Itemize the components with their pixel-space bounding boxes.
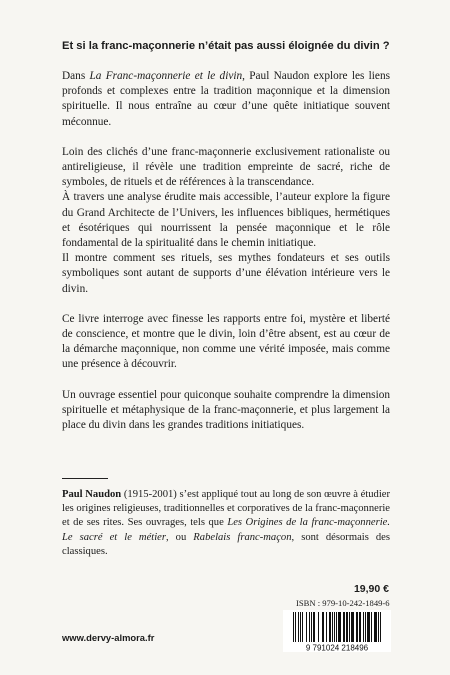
barcode-bar [359,612,361,642]
barcode-bar [302,612,303,642]
barcode-bar [322,612,324,642]
barcode-bar [367,612,370,642]
divider [62,478,108,479]
barcode-digits: 9 791024 218496 [305,643,369,652]
barcode-bar [293,612,294,642]
bio-text: (1915-2001) s’est appliqué tout au long de son œuvre à étudier les origines religieuses, traditionnelles et corporatives de la franc-maçonnerie et de ses rites. Ses ouvrages, tels que [62,489,391,529]
bio-text: , sont désormais des classiques. [62,531,390,557]
bio-book-1: Les Origines de la franc-maçonnerie. Le sacré et le métier [62,517,390,543]
back-cover-text [62,40,390,433]
paragraph-questions: Ce livre interroge avec finesse les rapports entre foi, mystère et liberté de conscience, et montre que le divin, loin d’être absent, est au cœur de la démarche maçonnique, non comme une vérité imposée, mais comme une présence à découvrir. [62,312,390,371]
barcode-bar [311,612,312,642]
paragraph-rituals: Il montre comment ses rituels, ses mythes fondateurs et ses outils symboliques sont autant de supports d’une élévation intérieure vers le divin. [62,252,390,295]
barcode-bar [295,612,296,642]
paragraph-analysis: À travers une analyse érudite mais accessible, l’auteur explore la figure du Grand Architecte de l’Univers, les influences bibliques, hermétiques et ésotériques qui nourrissent la pensée maçonnique et le rôle fondamental de la spiritualité dans le chemin initiatique. [62,191,390,250]
barcode-bar [346,612,348,642]
author-bio [62,488,390,559]
book-title: La Franc-maçonnerie et le divin [89,70,243,82]
barcode-bar [334,612,335,642]
barcode-bar [318,612,319,642]
price: 19,90 € [353,583,389,595]
barcode-bar [380,612,381,642]
barcode-bar [351,612,354,642]
barcode-bar [378,612,379,642]
isbn: ISBN : 979-10-242-1849-6 [296,598,390,608]
barcode-bar [371,612,372,642]
barcode-bar [356,612,358,642]
intro-paragraph [62,69,390,130]
barcode-bar [306,612,307,642]
barcode-bar [300,612,301,642]
barcode-bar [343,612,345,642]
barcode-bar [313,612,315,642]
barcode-bar [336,612,337,642]
headline: Et si la franc-maçonnerie n’était pas aussi éloignée du divin ? [62,40,390,52]
barcode-graphic [283,610,391,652]
paragraph-tradition: Loin des clichés d’une franc-maçonnerie exclusivement rationaliste ou antireligieuse, il révèle une tradition empreinte de sacré, riche de symboles, de rituels et de références à la transcendance. [62,145,390,189]
barcode-bar [374,612,377,642]
bio-text: , ou [166,531,194,543]
barcode-bar [365,612,366,642]
publisher-website: www.dervy-almora.fr [62,632,155,643]
intro-text: , Paul Naudon explore les liens profonds et complexes entre la tradition maçonnique et la dimension spirituelle. Il nous entraîne au cœur d’une quête initiatique souvent méconnue. [62,70,390,128]
author-name: Paul Naudon [62,489,122,500]
barcode-bar [338,612,341,642]
bio-book-2: Rabelais franc-maçon [193,531,292,543]
barcode-bar [349,612,350,642]
barcode-bar [363,612,364,642]
barcode-bar [332,612,333,642]
paragraph-conclusion: Un ouvrage essentiel pour quiconque souhaite comprendre la dimension spirituelle et métaphysique de la franc-maçonnerie, et plus largement la place du divin dans les grandes traditions initiatiques. [62,388,390,432]
barcode [283,610,391,652]
barcode-bar [326,612,327,642]
barcode-bar [329,612,331,642]
barcode-bar [298,612,299,642]
barcode-bar [309,612,310,642]
intro-prefix: Dans [62,70,90,82]
